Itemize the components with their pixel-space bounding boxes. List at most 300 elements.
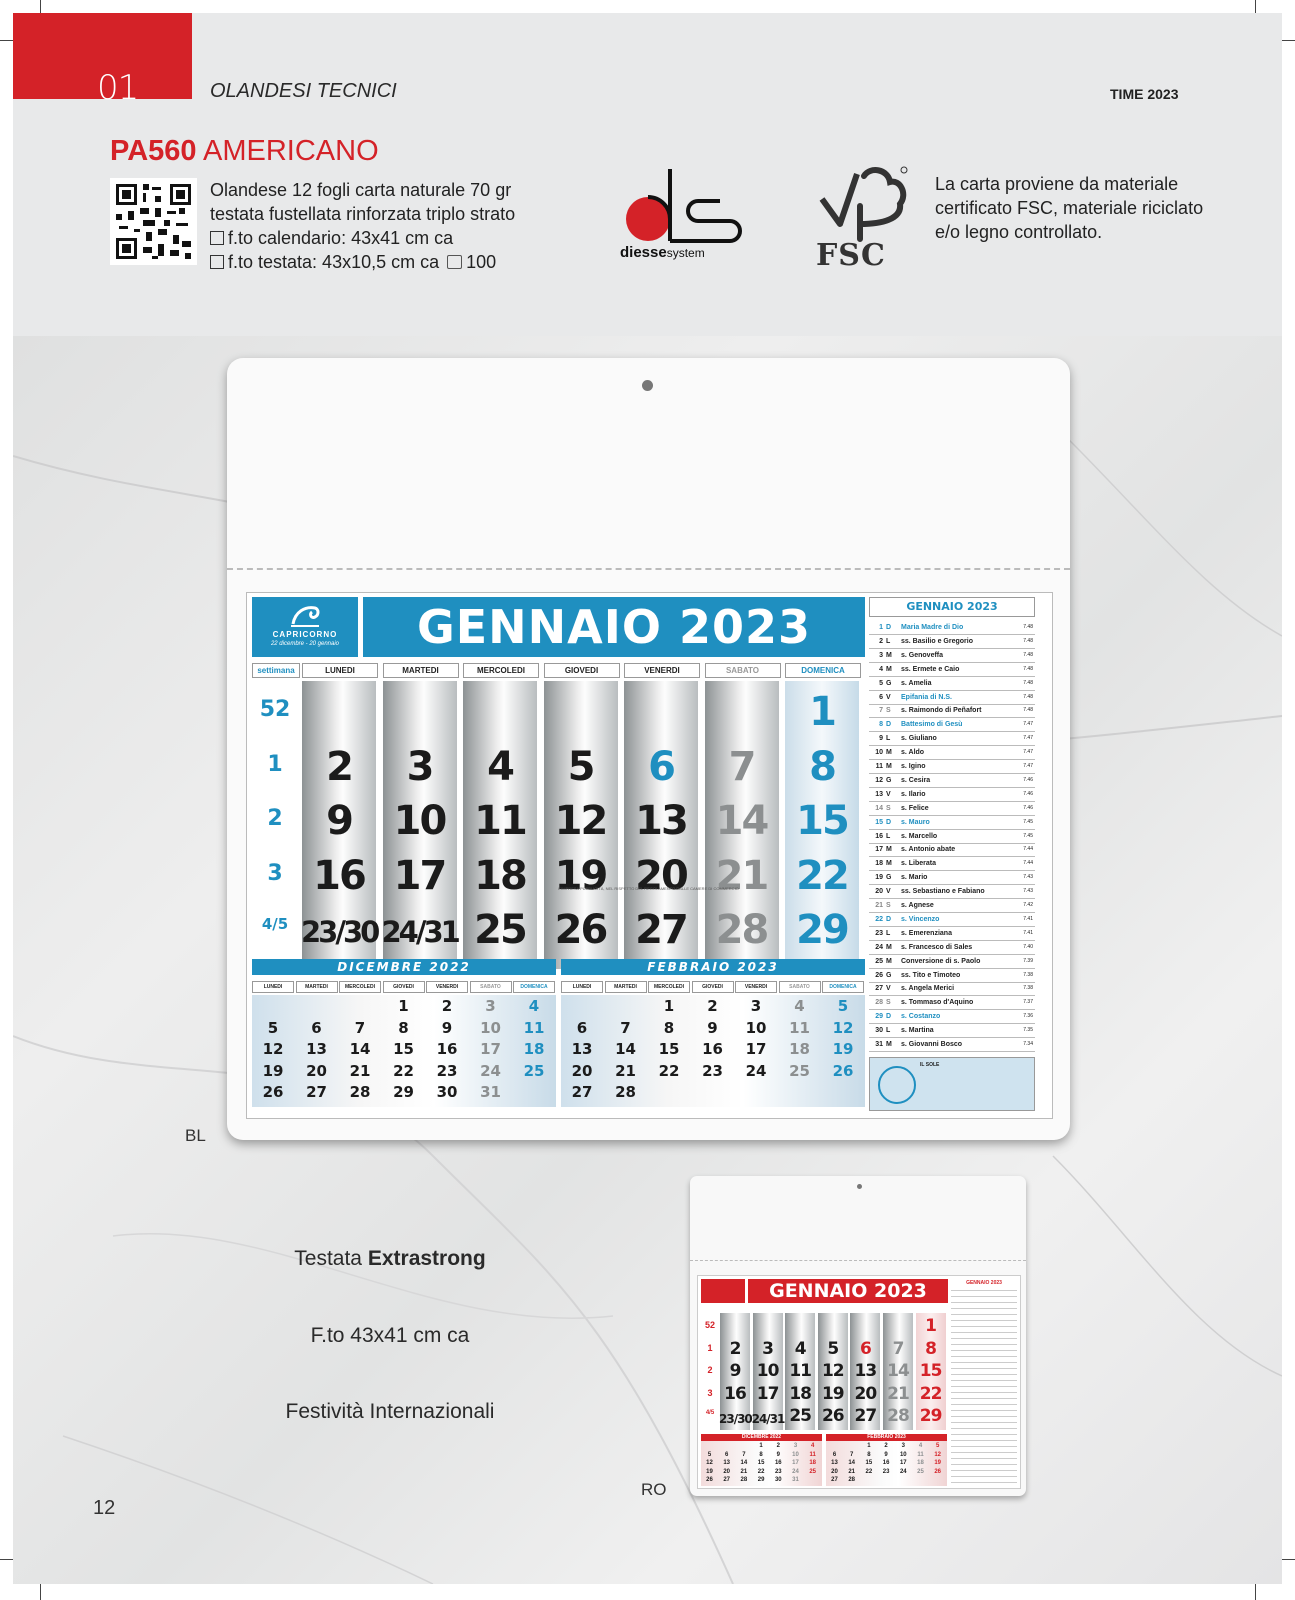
small-mini-day: 3 (793, 1443, 798, 1449)
small-mini-day: 28 (848, 1477, 856, 1484)
saint-name: Battesimo di Gesù (901, 721, 963, 729)
saint-day: 9 (879, 735, 883, 743)
section-number: 01 (97, 68, 139, 108)
small-saints-panel (951, 1279, 1017, 1484)
small-day-number: 11 (789, 1361, 812, 1381)
mini-day-number: 7 (620, 1018, 631, 1037)
small-mini-day: 19 (706, 1468, 713, 1475)
small-day-number: 10 (756, 1361, 779, 1381)
catalog-name: TIME 2023 (1110, 86, 1179, 102)
mini-day-number: 1 (398, 997, 409, 1015)
saint-name: s. Genoveffa (901, 651, 944, 659)
month-title: GENNAIO 2023 (363, 597, 865, 657)
sunrise-time: 7.46 (1023, 776, 1033, 783)
small-mini-day: 9 (776, 1451, 780, 1458)
day-number: 26 (554, 907, 607, 953)
saint-row (869, 1038, 1035, 1052)
small-mini-day: 21 (740, 1468, 748, 1475)
saint-day: 20 (875, 888, 883, 896)
saint-name: s. Amelia (901, 679, 932, 687)
saint-name: Maria Madre di Dio (901, 624, 964, 631)
prev-month-title: DICEMBRE 2022 (252, 959, 556, 975)
saint-weekday: L (886, 832, 891, 840)
week-number: 3 (267, 860, 283, 886)
small-day-number: 27 (854, 1406, 877, 1426)
small-mini-day: 11 (917, 1451, 924, 1458)
saint-day: 8 (879, 721, 883, 729)
sunrise-time: 7.47 (1023, 735, 1033, 742)
sunrise-time: 7.45 (1023, 832, 1033, 839)
mini-day-number: 1 (663, 997, 675, 1015)
mini-day-number: 24 (480, 1061, 501, 1080)
saint-name: s. Agnese (901, 902, 934, 909)
day-number: 18 (474, 852, 526, 899)
saint-weekday: M (886, 665, 892, 673)
day-number: 24/31 (381, 915, 458, 949)
day-number: 25 (474, 907, 526, 953)
saint-row (869, 732, 1035, 746)
zodiac-name: CAPRICORNO (272, 630, 338, 639)
day-number: 15 (796, 798, 848, 844)
sunrise-time: 7.41 (1023, 915, 1033, 922)
saint-weekday: L (886, 1027, 891, 1035)
section-title: OLANDESI TECNICI (210, 80, 397, 102)
small-day-number: 16 (724, 1383, 746, 1404)
saint-weekday: M (886, 943, 892, 951)
saint-weekday: D (886, 915, 892, 923)
mini-day-number: 6 (576, 1018, 588, 1037)
saint-row (869, 663, 1035, 677)
small-day-number: 18 (789, 1383, 812, 1404)
mini-day-number: 11 (523, 1018, 545, 1037)
small-day-number: 14 (887, 1361, 909, 1381)
saint-day: 4 (879, 665, 883, 673)
saint-name: s. Antonio abate (901, 846, 956, 854)
mini-day-header: VENERDI (426, 981, 468, 993)
saint-row (869, 927, 1035, 941)
mini-day-number: 16 (436, 1040, 458, 1058)
mini-day-header: VENERDI (735, 981, 777, 993)
mini-day-number: 5 (267, 1018, 279, 1037)
small-mini-day: 15 (865, 1460, 873, 1467)
saint-day: 23 (875, 929, 883, 937)
mini-day-number: 3 (750, 997, 762, 1015)
saint-row (869, 774, 1035, 788)
saint-day: 25 (875, 957, 883, 965)
mini-day-number: 14 (349, 1040, 371, 1058)
page-number: 12 (93, 1497, 116, 1519)
saint-row (869, 1010, 1035, 1024)
product-name: AMERICANO (203, 135, 379, 167)
saint-weekday: S (886, 707, 891, 715)
saint-name: Epifania di N.S. (901, 693, 952, 701)
saint-day: 2 (879, 637, 883, 645)
mini-day-number: 7 (354, 1018, 366, 1037)
sunrise-time: 7.47 (1023, 749, 1033, 756)
day-number: 13 (635, 798, 687, 844)
sunrise-time: 7.42 (1023, 902, 1033, 908)
mini-day-number: 27 (306, 1083, 327, 1101)
saint-day: 16 (875, 832, 883, 840)
mini-day-header: MARTEDI (296, 981, 338, 993)
saint-name: s. Costanzo (901, 1013, 941, 1021)
sunrise-time: 7.48 (1023, 624, 1033, 630)
small-mini-day: 18 (809, 1460, 817, 1467)
sunrise-time: 7.43 (1023, 888, 1033, 895)
mini-day-number: 27 (571, 1083, 593, 1101)
mini-day-number: 13 (306, 1040, 327, 1058)
mini-day-number: 5 (837, 997, 849, 1015)
saint-row (869, 1024, 1035, 1038)
small-mini-day: 19 (934, 1460, 942, 1467)
mini-day-number: 18 (523, 1040, 545, 1058)
saint-day: 5 (879, 679, 883, 687)
small-mini-day: 23 (774, 1468, 782, 1475)
saint-row (869, 621, 1035, 635)
mini-day-number: 17 (480, 1040, 501, 1058)
small-prev-title: DICEMBRE 2022 (701, 1434, 822, 1441)
diesse-logo-text: diessesystem (620, 244, 705, 261)
saint-name: s. Giovanni Bosco (901, 1041, 963, 1048)
saint-day: 12 (875, 776, 883, 784)
day-number: 27 (635, 907, 687, 953)
mini-day-number: 2 (441, 997, 453, 1015)
small-saints-title: GENNAIO 2023 (951, 1279, 1017, 1287)
mini-day-number: 21 (615, 1061, 636, 1080)
next-month-title: FEBBRAIO 2023 (561, 959, 865, 975)
small-day-number: 22 (919, 1383, 942, 1404)
saint-weekday: S (886, 999, 891, 1007)
mini-day-number: 20 (306, 1061, 327, 1080)
saint-name: s. Giuliano (901, 735, 937, 743)
small-day-number: 20 (854, 1383, 877, 1404)
mini-day-number: 15 (393, 1040, 414, 1058)
mini-day-number: 10 (745, 1018, 767, 1037)
sunrise-time: 7.43 (1023, 874, 1033, 881)
mini-day-number: 3 (485, 997, 496, 1015)
small-prev-month (701, 1434, 822, 1486)
day-number: 10 (393, 798, 446, 844)
product-description (210, 178, 515, 274)
size-icon (210, 231, 224, 245)
saint-row (869, 857, 1035, 871)
mini-day-number: 19 (262, 1061, 284, 1080)
saint-row (869, 843, 1035, 857)
small-mini-day: 17 (899, 1460, 907, 1467)
mini-day-header: GIOVEDI (692, 981, 734, 993)
mini-day-number: 24 (745, 1061, 767, 1080)
sunrise-time: 7.46 (1023, 804, 1033, 811)
saint-weekday: V (886, 790, 891, 798)
saint-row (869, 830, 1035, 844)
package-icon (447, 255, 462, 269)
day-number: 28 (715, 907, 768, 953)
qr-code-icon[interactable] (110, 178, 197, 265)
day-header: MERCOLEDI (463, 663, 539, 678)
small-day-number: 5 (827, 1338, 839, 1359)
saint-name: s. Aldo (901, 749, 925, 757)
saint-name: ss. Basilio e Gregorio (901, 637, 973, 645)
description-line: testata fustellata rinforzata triplo strato (210, 204, 516, 224)
saint-weekday: S (886, 804, 891, 812)
small-mini-day: 11 (809, 1451, 816, 1458)
day-number: 5 (567, 743, 594, 790)
product-title (110, 135, 379, 168)
diesse-system-logo (620, 164, 755, 270)
mini-day-header: MERCOLEDI (648, 981, 690, 993)
mini-day-number: 26 (262, 1083, 284, 1101)
saint-row (869, 635, 1035, 649)
sunrise-time: 7.48 (1023, 665, 1033, 672)
saints-panel-title: GENNAIO 2023 (869, 597, 1035, 617)
saint-name: s. Vincenzo (901, 915, 940, 923)
small-mini-day: 29 (757, 1477, 765, 1484)
small-mini-day: 17 (792, 1460, 799, 1467)
variant-label-ro: RO (641, 1480, 667, 1499)
saint-weekday: V (886, 985, 891, 993)
saint-name: ss. Ermete e Caio (901, 665, 960, 673)
saint-day: 21 (875, 902, 883, 909)
mini-day-number: 2 (707, 997, 718, 1015)
mini-day-number: 6 (311, 1018, 322, 1037)
week-number: 4/5 (261, 915, 289, 933)
mini-day-number: 4 (794, 997, 805, 1015)
fsc-label: FSC (816, 238, 886, 273)
day-number: 12 (554, 798, 607, 844)
small-mini-day: 12 (934, 1451, 942, 1458)
day-number: 29 (796, 907, 848, 953)
saint-weekday: D (886, 624, 892, 631)
saint-weekday: V (886, 693, 891, 701)
saint-day: 29 (875, 1013, 883, 1021)
sunrise-time: 7.38 (1023, 985, 1033, 992)
day-number: 7 (728, 743, 755, 790)
day-number: 22 (796, 852, 848, 899)
saint-day: 24 (875, 943, 883, 951)
small-next-month (826, 1434, 947, 1486)
day-number: 11 (474, 798, 526, 844)
mini-day-number: 28 (615, 1083, 636, 1101)
small-mini-day: 10 (792, 1451, 799, 1458)
zodiac-box (252, 597, 358, 657)
small-week-number: 52 (704, 1320, 715, 1330)
small-mini-day: 16 (774, 1460, 782, 1467)
small-mini-day: 7 (742, 1451, 746, 1458)
mini-day-header: SABATO (470, 981, 512, 993)
saint-row (869, 704, 1035, 718)
day-number: 19 (554, 852, 607, 899)
hanging-hole (857, 1184, 862, 1189)
mini-day-number: 22 (393, 1061, 414, 1080)
saint-name: s. Marcello (901, 832, 938, 840)
saint-day: 19 (875, 874, 883, 882)
day-number: 17 (393, 852, 446, 899)
mini-day-number: 14 (615, 1040, 636, 1058)
day-number: 14 (715, 798, 768, 844)
spec-header-label: Testata (294, 1247, 362, 1270)
small-mini-day: 13 (723, 1460, 731, 1467)
sunrise-time: 7.37 (1023, 999, 1033, 1006)
saint-day: 27 (875, 985, 883, 993)
day-header: DOMENICA (785, 663, 861, 678)
saint-day: 18 (875, 860, 883, 868)
sunrise-time: 7.44 (1023, 860, 1033, 867)
saint-row (869, 982, 1035, 996)
small-mini-day: 15 (757, 1460, 765, 1467)
small-day-number: 4 (794, 1338, 806, 1359)
saint-weekday: M (886, 860, 892, 868)
saint-row (869, 718, 1035, 732)
small-mini-day: 6 (832, 1451, 837, 1458)
saint-row (869, 691, 1035, 705)
saint-name: s. Raimondo di Peñafort (901, 707, 982, 715)
small-day-number: 6 (859, 1338, 871, 1359)
sunrise-time: 7.44 (1023, 846, 1033, 853)
saint-weekday: V (886, 888, 891, 896)
sunrise-time: 7.41 (1023, 929, 1033, 936)
mini-day-header: DOMENICA (822, 981, 864, 993)
small-calendar-sheet (697, 1275, 1021, 1489)
saint-name: Conversione di s. Paolo (901, 957, 981, 965)
small-mini-day: 5 (936, 1443, 940, 1449)
saint-weekday: S (886, 902, 891, 909)
saints-panel (869, 597, 1047, 1115)
saint-weekday: D (886, 818, 892, 826)
day-number: 1 (809, 689, 835, 735)
mini-day-number: 11 (789, 1018, 810, 1037)
spec-header-type (180, 1247, 600, 1271)
perforation-line (227, 568, 1070, 570)
sunrise-time: 7.47 (1023, 763, 1033, 769)
sunrise-time: 7.48 (1023, 651, 1033, 658)
mini-day-number: 10 (480, 1018, 501, 1037)
small-week-number: 4/5 (705, 1410, 715, 1416)
small-mini-day: 14 (740, 1460, 748, 1467)
size-icon (210, 255, 224, 269)
mini-day-number: 22 (658, 1061, 680, 1080)
fsc-description: La carta proviene da materiale certificato FSC, materiale riciclato e/o legno controllato. (935, 174, 1204, 242)
mini-day-number: 16 (702, 1040, 723, 1058)
sunrise-time: 7.48 (1023, 693, 1033, 700)
calendar-size (210, 226, 515, 250)
saint-name: s. Felice (901, 804, 929, 812)
legal-footnote: L'IMPRESA PUBBLICITÀ, NEL RISPETTO DEL REGOLAMENTO DALLE CAMERE DI COMMERCIO (558, 886, 739, 891)
small-mini-day: 24 (792, 1468, 799, 1475)
saint-weekday: G (886, 776, 892, 784)
day-header: MARTEDI (383, 663, 459, 678)
mini-day-header: LUNEDI (561, 981, 603, 993)
sun-icon (878, 1066, 916, 1104)
sunrise-time: 7.34 (1023, 1041, 1033, 1047)
saint-day: 17 (875, 846, 883, 854)
day-number: 9 (326, 798, 352, 844)
saint-weekday: D (886, 721, 892, 729)
sunrise-time: 7.48 (1023, 637, 1033, 644)
small-mini-day: 2 (776, 1443, 780, 1449)
small-mini-day: 22 (865, 1468, 873, 1475)
small-day-number: 9 (729, 1361, 741, 1381)
header-size (210, 250, 515, 274)
saint-row (869, 871, 1035, 885)
spec-header-value: Extrastrong (367, 1247, 486, 1270)
small-mini-day: 13 (831, 1460, 838, 1467)
saint-day: 15 (875, 818, 883, 826)
small-mini-day: 1 (867, 1443, 871, 1449)
saint-row (869, 816, 1035, 830)
variant-label-bl: BL (185, 1126, 206, 1145)
small-mini-day: 25 (917, 1468, 924, 1475)
saint-weekday: L (886, 735, 891, 743)
saint-day: 3 (879, 651, 883, 659)
sun-label: IL SOLE (920, 1062, 940, 1068)
mini-day-number: 30 (436, 1083, 458, 1101)
sunrise-time: 7.35 (1023, 1027, 1033, 1034)
calendar-size-text: f.to calendario: 43x41 cm ca (228, 228, 454, 248)
saint-day: 14 (875, 804, 883, 812)
small-mini-day: 1 (759, 1443, 763, 1449)
small-day-number: 7 (892, 1338, 904, 1359)
sunrise-time: 7.45 (1023, 818, 1033, 825)
saint-name: ss. Sebastiano e Fabiano (901, 888, 985, 896)
saint-row (869, 996, 1035, 1010)
spec-format: F.to 43x41 cm ca (310, 1324, 470, 1347)
mini-day-number: 31 (480, 1083, 501, 1101)
day-number: 21 (715, 852, 768, 899)
saint-row (869, 677, 1035, 691)
day-number: 3 (406, 743, 433, 790)
main-calendar (227, 358, 1070, 1140)
mini-day-number: 17 (745, 1040, 767, 1058)
saint-day: 30 (875, 1027, 883, 1035)
saint-name: s. Cesira (901, 776, 931, 784)
saint-name: s. Tommaso d'Aquino (901, 999, 974, 1007)
saint-row (869, 913, 1035, 927)
saint-name: s. Mauro (901, 818, 930, 826)
small-mini-day: 12 (706, 1460, 713, 1467)
week-number: 2 (267, 806, 283, 831)
mini-day-number: 28 (349, 1083, 371, 1101)
header-size-text: f.to testata: 43x10,5 cm ca (228, 252, 440, 272)
hanging-hole (642, 380, 653, 391)
saint-name: s. Mario (901, 874, 928, 882)
small-calendar-ro (690, 1176, 1026, 1496)
small-mini-day: 25 (809, 1468, 817, 1475)
small-mini-day: 21 (848, 1468, 856, 1475)
small-day-number: 24/31 (751, 1412, 785, 1426)
zodiac-dates: 22 dicembre - 20 gennaio (270, 641, 340, 647)
small-mini-day: 8 (759, 1451, 763, 1458)
day-number: 8 (809, 743, 835, 790)
saint-day: 22 (875, 915, 883, 923)
mini-day-number: 23 (436, 1061, 458, 1080)
mini-day-number: 8 (398, 1018, 409, 1037)
saint-name: s. Liberata (901, 860, 937, 868)
mini-day-number: 25 (523, 1061, 545, 1080)
small-day-number: 21 (887, 1383, 909, 1404)
description-line: Olandese 12 fogli carta naturale 70 gr (210, 180, 512, 200)
week-number: 1 (267, 751, 283, 777)
saint-day: 7 (879, 707, 883, 715)
small-mini-day: 10 (899, 1451, 907, 1458)
sunrise-time: 7.48 (1023, 707, 1033, 714)
small-mini-day: 16 (882, 1460, 890, 1467)
small-day-number: 28 (887, 1406, 909, 1426)
mini-day-number: 23 (702, 1061, 723, 1080)
mini-day-number: 8 (663, 1018, 675, 1037)
small-mini-day: 18 (917, 1460, 924, 1467)
fsc-tree-logo (812, 164, 912, 274)
day-header: GIOVEDI (544, 663, 620, 678)
